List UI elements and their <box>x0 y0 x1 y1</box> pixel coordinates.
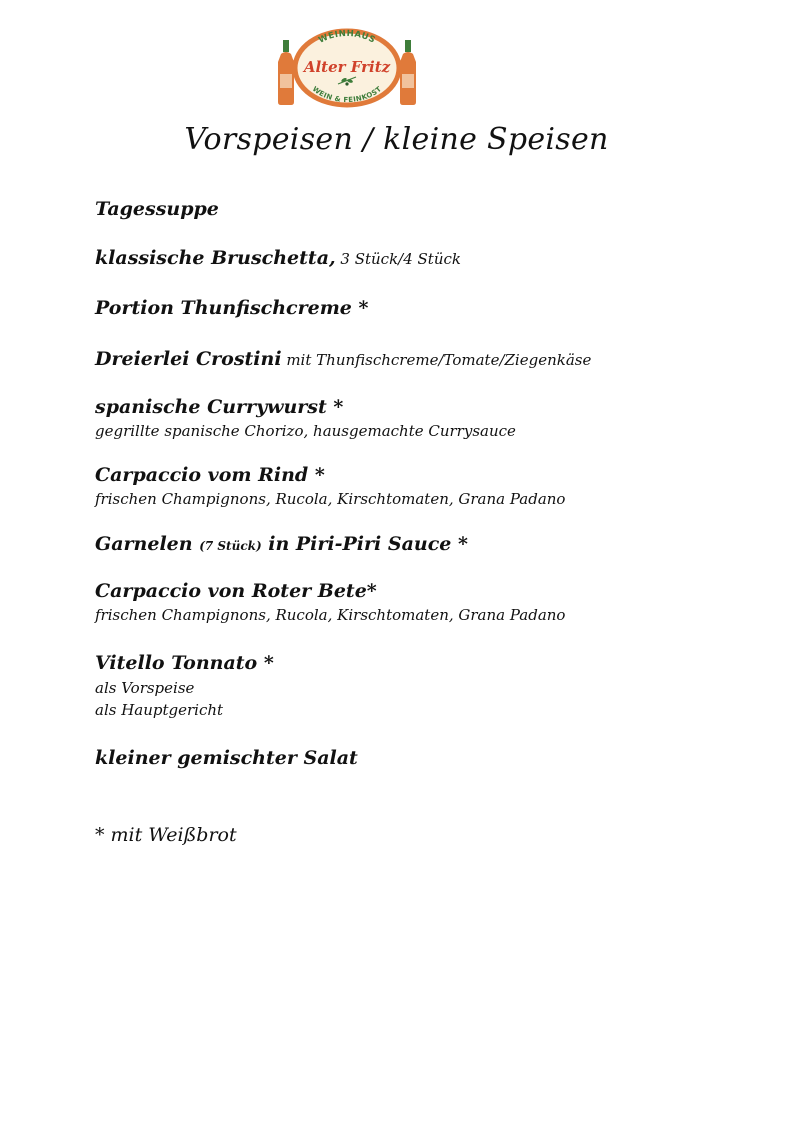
logo-top-text: WEINHAUS <box>317 28 378 46</box>
logo-bottom-text: WEIN & FEINKOST <box>310 85 384 105</box>
item-name: Carpaccio von Roter Bete* <box>95 580 377 602</box>
item-name: Garnelen <box>95 533 200 555</box>
item-name: kleiner gemischter Salat <box>95 747 358 769</box>
item-name-continued: in Piri-Piri Sauce * <box>261 533 468 555</box>
item-description: gegrillte spanische Chorizo, hausgemachte Currysauce <box>95 422 516 440</box>
item-note: (7 Stück) <box>199 539 262 553</box>
item-name: Tagessuppe <box>95 198 219 220</box>
menu-item <box>95 652 274 674</box>
menu-item <box>95 396 343 418</box>
item-name: Portion Thunfischcreme * <box>95 297 369 319</box>
item-name: Vitello Tonnato * <box>95 652 274 674</box>
page-title: Vorspeisen / kleine Speisen <box>184 122 609 157</box>
item-description: als Vorspeise <box>95 679 195 697</box>
menu-item <box>95 580 377 602</box>
menu-item <box>95 198 219 220</box>
right-bottle-icon <box>400 40 416 105</box>
item-description: als Hauptgericht <box>95 701 224 719</box>
menu-item <box>95 247 461 269</box>
item-note: 3 Stück/4 Stück <box>335 250 461 268</box>
menu-item <box>95 348 591 370</box>
item-name: Carpaccio vom Rind * <box>95 464 325 486</box>
menu-item <box>95 533 468 555</box>
left-bottle-icon <box>278 40 294 105</box>
menu-item <box>95 747 358 769</box>
item-description: frischen Champignons, Rucola, Kirschtomaten, Grana Padano <box>95 490 566 508</box>
logo-name: Alter Fritz <box>303 58 391 76</box>
item-name: Dreierlei Crostini <box>95 348 282 370</box>
footnote: * mit Weißbrot <box>95 824 237 846</box>
weinhaus-alter-fritz-logo <box>278 28 416 108</box>
item-name: klassische Bruschetta, <box>95 247 336 269</box>
menu-item <box>95 464 325 486</box>
item-description: frischen Champignons, Rucola, Kirschtomaten, Grana Padano <box>95 606 566 624</box>
menu-item <box>95 297 368 319</box>
item-name: spanische Currywurst * <box>95 396 344 418</box>
item-note: mit Thunfischcreme/Tomate/Ziegenkäse <box>281 351 592 369</box>
